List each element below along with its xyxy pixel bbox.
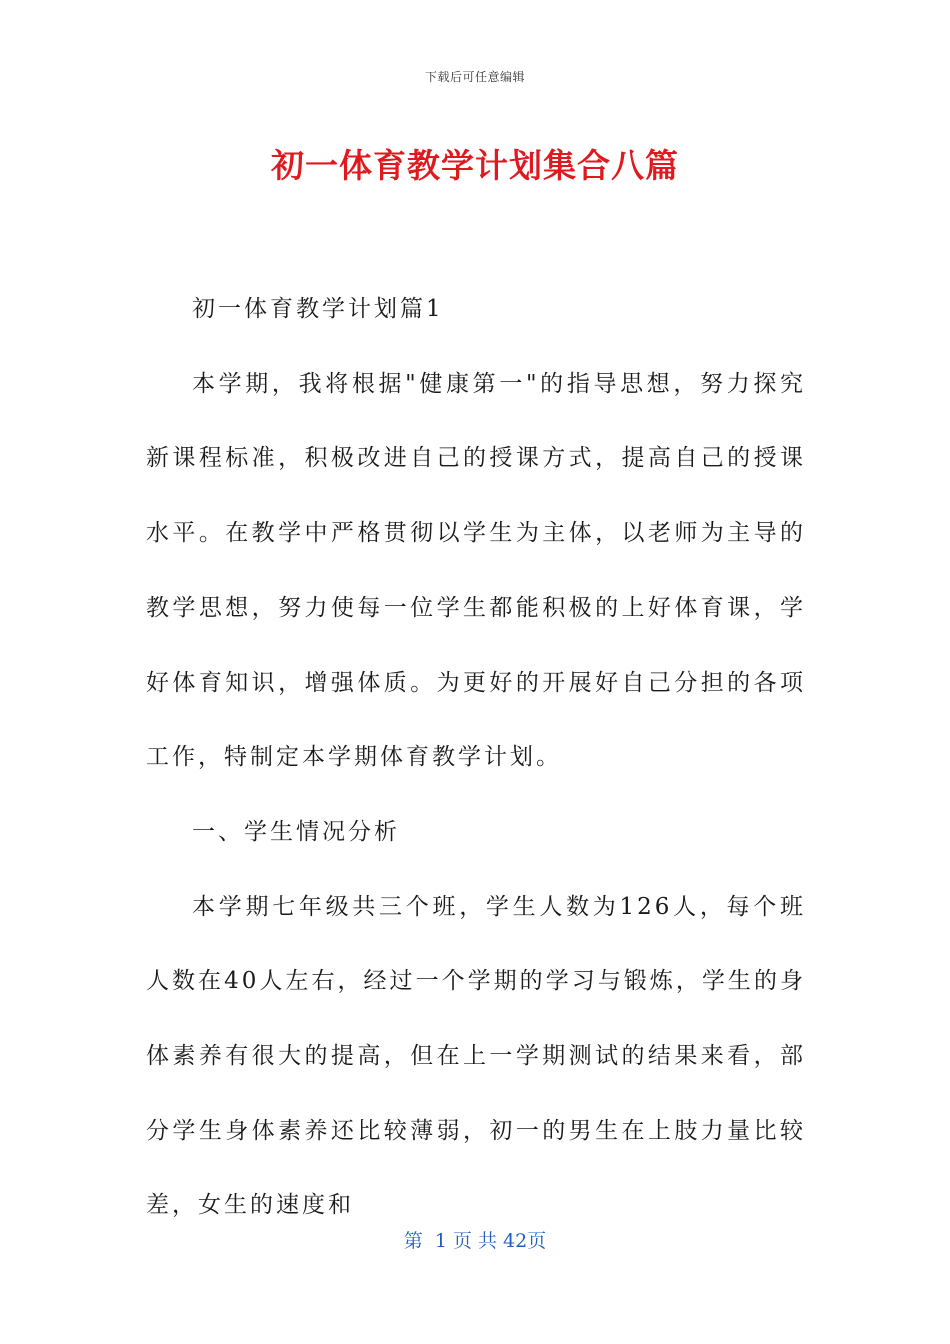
page-header-note: 下载后可任意编辑 — [424, 70, 525, 84]
paragraph-intro: 本学期，我将根据"健康第一"的指导思想，努力探究新课程标准，积极改进自己的授课方式，提高自己的授课水平。在教学中严格贯彻以学生为主体，以老师为主导的教学思想，努力使每一位学生都能积极的上好体育课，学好体育知识，增强体质。为更好的开展好自己分担的各项工作，特制定本学期体育教学计划。 — [146, 370, 806, 771]
paragraph-student-analysis: 本学期七年级共三个班，学生人数为126人，每个班人数在40人左右，经过一个学期的学习与锻炼，学生的身体素养有很大的提高，但在上一学期测试的结果来看，部分学生身体素养还比较薄弱，初一的男生在上肢力量比较差，女生的速度和 — [146, 893, 806, 1219]
document-title: 初一体育教学计划集合八篇 — [271, 146, 679, 185]
section-heading-plan-1: 初一体育教学计划篇1 — [192, 296, 444, 322]
document-body — [146, 272, 806, 1243]
section-heading-student-analysis: 一、学生情况分析 — [192, 818, 400, 845]
page-number-footer: 第 1 页 共 42页 — [403, 1230, 547, 1252]
